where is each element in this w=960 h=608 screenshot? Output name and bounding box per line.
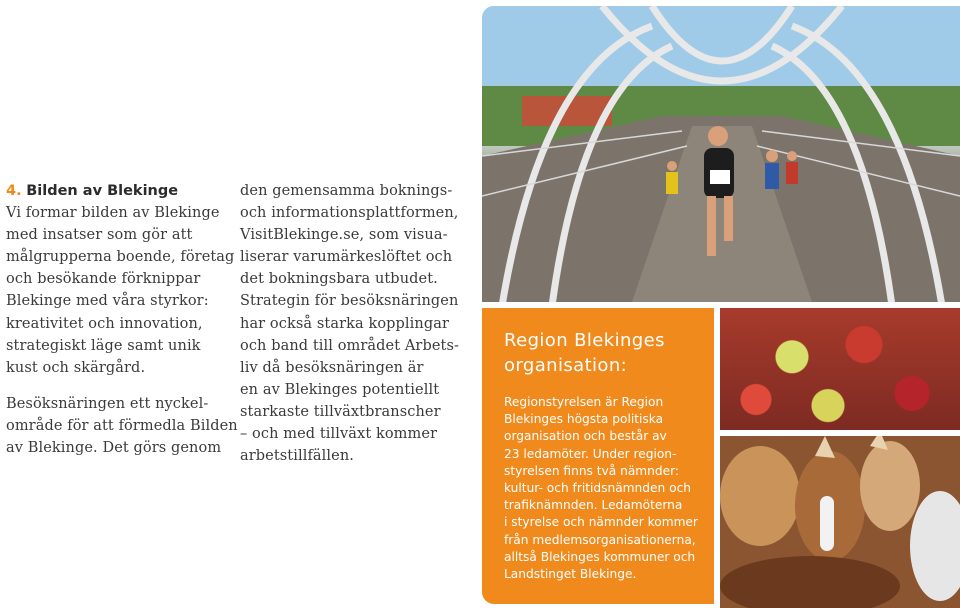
title-line: organisation:: [504, 355, 628, 376]
text-line: område för att förmedla Bilden: [6, 417, 238, 434]
body-line: i styrelse och nämnder kommer: [504, 515, 698, 530]
text-line: Blekinge med våra styrkor:: [6, 293, 209, 310]
text-line: liv då besöksnäringen är: [240, 359, 424, 376]
info-box-body: [504, 394, 698, 583]
text-line: och band till området Arbets-: [240, 337, 459, 354]
text-line: starkaste tillväxtbranscher: [240, 403, 441, 420]
text-line: Strategin för besöksnäringen: [240, 293, 459, 310]
info-box-title: [504, 328, 665, 378]
text-line: Besöksnäringen ett nyckel-: [6, 395, 209, 412]
text-line: liserar varumärkeslöftet och: [240, 249, 453, 266]
text-line: Vi formar bilden av Blekinge: [6, 205, 220, 222]
text-line: den gemensamma boknings-: [240, 183, 453, 199]
text-line: kreativitet och innovation,: [6, 315, 203, 332]
text-line: och informationsplattformen,: [240, 205, 459, 222]
paragraph-gap: [6, 379, 226, 393]
text-line: – och med tillväxt kommer: [240, 426, 438, 443]
info-box: [482, 308, 714, 604]
apples-photo: [720, 308, 960, 430]
body-line: från medlemsorganisationerna,: [504, 532, 696, 547]
body-line: alltså Blekinges kommuner och: [504, 549, 696, 564]
body-line: Regionstyrelsen är Region: [504, 395, 664, 409]
body-line: trafiknämnden. Ledamöterna: [504, 498, 683, 513]
paragraph-intro: [6, 202, 235, 379]
paragraph-tourism: [6, 393, 238, 459]
text-line: kust och skärgård.: [6, 359, 146, 376]
bridge-illustration: [482, 6, 960, 302]
body-line: Blekinges högsta politiska: [504, 412, 664, 427]
horses-illustration: [720, 436, 960, 608]
middle-column: [240, 180, 470, 467]
body-line: styrelsen finns två nämnder:: [504, 463, 680, 478]
body-line: kultur- och fritidsnämnden och: [504, 481, 691, 496]
title-line: Region Blekinges: [504, 330, 665, 351]
section-title: Bilden av Blekinge: [26, 183, 179, 199]
text-line: har också starka kopplingar: [240, 315, 449, 332]
section-number: 4.: [6, 183, 22, 199]
text-line: en av Blekinges potentiellt: [240, 381, 440, 398]
left-column: [6, 180, 238, 459]
section-heading: [6, 180, 226, 202]
text-line: det bokningsbara utbudet.: [240, 271, 438, 288]
text-line: av Blekinge. Det görs genom: [6, 440, 222, 457]
body-line: Landstinget Blekinge.: [504, 567, 637, 582]
text-line: målgrupperna boende, företag: [6, 249, 235, 266]
text-line: arbetstillfällen.: [240, 448, 354, 465]
body-line: 23 ledamöter. Under region-: [504, 446, 677, 461]
horses-photo: [720, 436, 960, 608]
body-line: organisation och består av: [504, 429, 667, 444]
text-line: med insatser som gör att: [6, 227, 193, 244]
bridge-runners-photo: [482, 6, 960, 302]
text-line: och besökande förknippar: [6, 271, 201, 288]
text-line: strategiskt läge samt unik: [6, 337, 201, 354]
text-line: VisitBlekinge.se, som visua-: [240, 227, 448, 244]
